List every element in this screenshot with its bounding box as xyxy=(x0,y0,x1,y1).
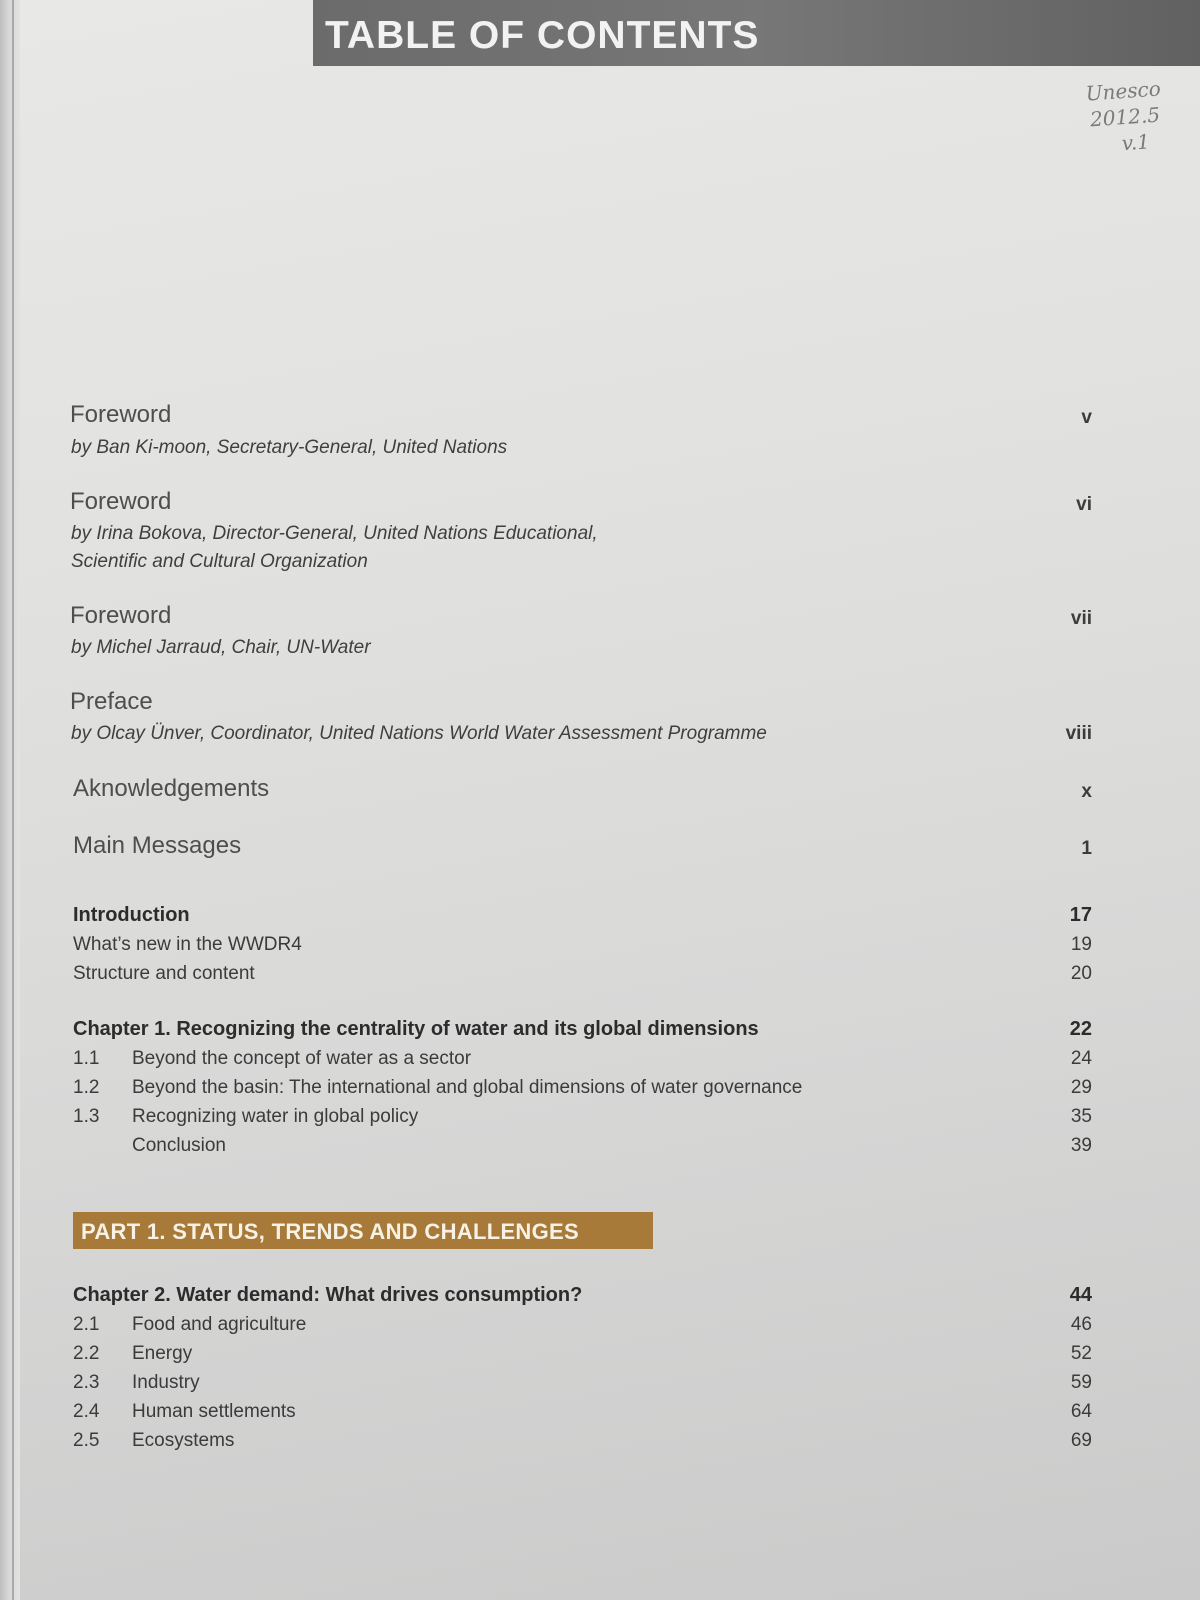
list-item[interactable] xyxy=(73,1048,1092,1076)
chapter-2-title[interactable]: Chapter 2. Water demand: What drives consumption? xyxy=(73,1284,583,1306)
item-label: Industry xyxy=(132,1372,200,1393)
introduction-title[interactable]: Introduction xyxy=(73,904,190,926)
foreword-title[interactable]: Foreword xyxy=(70,488,172,515)
page-title: TABLE OF CONTENTS xyxy=(325,14,760,57)
foreword-byline: Scientific and Cultural Organization xyxy=(71,551,368,572)
item-label: What’s new in the WWDR4 xyxy=(73,934,302,955)
preface-title[interactable]: Preface xyxy=(70,688,153,715)
acknowledgements-page: x xyxy=(1081,781,1092,802)
chapter-2-page: 44 xyxy=(1069,1284,1092,1306)
list-item[interactable] xyxy=(73,1135,1092,1163)
foreword-byline: by Ban Ki-moon, Secretary-General, United Nations xyxy=(71,437,508,458)
foreword-title[interactable]: Foreword xyxy=(70,401,172,428)
foreword-title[interactable]: Foreword xyxy=(70,602,172,629)
foreword-page: v xyxy=(1081,407,1092,428)
item-page: 24 xyxy=(1070,1048,1092,1069)
item-label: Food and agriculture xyxy=(132,1314,307,1335)
item-page: 59 xyxy=(1070,1372,1092,1393)
acknowledgements-title[interactable]: Aknowledgements xyxy=(73,775,270,802)
preface-byline: by Olcay Ünver, Coordinator, United Nations World Water Assessment Programme xyxy=(71,723,767,744)
list-item[interactable] xyxy=(73,1401,1092,1429)
item-number: 2.1 xyxy=(73,1314,100,1335)
chapter-1-title[interactable]: Chapter 1. Recognizing the centrality of water and its global dimensions xyxy=(73,1018,759,1040)
list-item[interactable] xyxy=(73,1343,1092,1371)
introduction-page: 17 xyxy=(1069,904,1092,926)
annotation-line: v.1 xyxy=(1120,129,1151,156)
list-item[interactable] xyxy=(73,1430,1092,1458)
chapter-1-page: 22 xyxy=(1069,1018,1092,1040)
item-label: Conclusion xyxy=(132,1135,226,1156)
annotation-line: Unesco xyxy=(1084,76,1162,106)
item-label: Beyond the concept of water as a sector xyxy=(132,1048,472,1069)
item-page: 35 xyxy=(1070,1106,1092,1127)
foreword-page: vii xyxy=(1070,608,1092,629)
list-item[interactable] xyxy=(73,1106,1092,1134)
item-page: 64 xyxy=(1070,1401,1092,1422)
foreword-byline: by Michel Jarraud, Chair, UN-Water xyxy=(71,637,371,658)
item-page: 39 xyxy=(1070,1135,1092,1156)
part-1-title: PART 1. STATUS, TRENDS AND CHALLENGES xyxy=(81,1219,579,1244)
item-number: 2.3 xyxy=(73,1372,100,1393)
item-number: 2.2 xyxy=(73,1343,100,1364)
list-item[interactable] xyxy=(73,1314,1092,1342)
item-page: 20 xyxy=(1070,963,1092,984)
preface-page: viii xyxy=(1065,723,1092,744)
list-item[interactable] xyxy=(73,934,1092,962)
item-label: Structure and content xyxy=(73,963,255,984)
handwritten-annotation xyxy=(1067,74,1182,159)
item-label: Ecosystems xyxy=(132,1430,235,1451)
item-page: 19 xyxy=(1070,934,1092,955)
item-number: 1.3 xyxy=(73,1106,100,1127)
item-number: 2.5 xyxy=(73,1430,100,1451)
item-page: 69 xyxy=(1070,1430,1092,1451)
item-label: Beyond the basin: The international and global dimensions of water governance xyxy=(132,1077,803,1098)
item-page: 29 xyxy=(1070,1077,1092,1098)
list-item[interactable] xyxy=(73,1372,1092,1400)
item-label: Recognizing water in global policy xyxy=(132,1106,419,1127)
item-label: Energy xyxy=(132,1343,193,1364)
item-number: 1.2 xyxy=(73,1077,100,1098)
item-label: Human settlements xyxy=(132,1401,296,1422)
main-messages-title[interactable]: Main Messages xyxy=(73,832,242,859)
foreword-page: vi xyxy=(1076,494,1092,515)
item-number: 1.1 xyxy=(73,1048,100,1069)
item-number: 2.4 xyxy=(73,1401,100,1422)
list-item[interactable] xyxy=(73,963,1092,991)
book-spine-shadow xyxy=(0,0,20,1600)
list-item[interactable] xyxy=(73,1077,1092,1105)
annotation-line: 2012.5 xyxy=(1089,102,1161,132)
item-page: 52 xyxy=(1070,1343,1092,1364)
foreword-byline: by Irina Bokova, Director-General, United Nations Educational, xyxy=(71,523,598,544)
main-messages-page: 1 xyxy=(1081,838,1092,859)
part-1-banner[interactable] xyxy=(73,1212,653,1249)
title-banner xyxy=(313,0,1200,66)
item-page: 46 xyxy=(1070,1314,1092,1335)
